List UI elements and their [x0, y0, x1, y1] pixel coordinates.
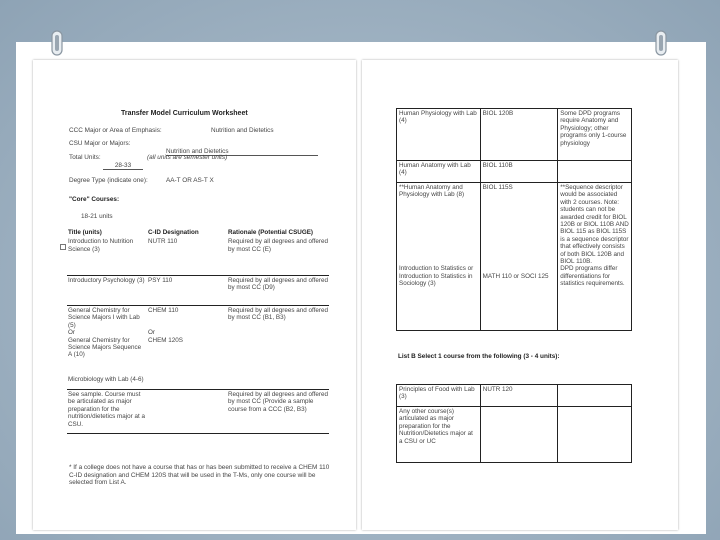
table-cell: Some DPD programs require Anatomy and Physiology; other programs only 1-course physiology [558, 109, 632, 161]
table-cell: NUTR 110 [147, 237, 227, 275]
table-row [397, 161, 632, 183]
core-courses-table [67, 228, 329, 434]
table-cell: Microbiology with Lab (4-6) [67, 375, 147, 389]
table-cell: Required by all degrees and offered by most CC (B1, B3) [228, 306, 329, 322]
total-units-label: Total Units: [69, 154, 101, 161]
table-row [67, 237, 329, 275]
table-cell: Introductory Psychology (3) [67, 275, 147, 305]
table-cell: Required by all degrees and offered by most CC (D9) [227, 275, 329, 305]
table-cell: Required by all degrees and offered by most CC (Provide a sample course from a CCC (B2, B3) [227, 389, 329, 433]
table-header-row [67, 228, 329, 237]
table-cell [558, 385, 632, 407]
table-cell [147, 375, 227, 389]
table-cell [147, 389, 227, 433]
table-cell: BIOL 120B [480, 109, 558, 161]
header-title: Title (units) [68, 229, 102, 236]
header-cid: C-ID Designation [148, 229, 199, 236]
table-cell: Required by all degrees and offered by most CC (E) [227, 237, 329, 275]
table-cell: NUTR 120 [480, 385, 558, 407]
core-units: 18-21 units [81, 213, 113, 220]
table-row [397, 183, 632, 331]
table-cell [480, 407, 558, 463]
csu-major-label: CSU Major or Majors: [69, 140, 131, 147]
right-pin-icon [650, 30, 672, 56]
list-b-heading: List B Select 1 course from the following (3 - 4 units): [398, 353, 560, 360]
ccc-major-label: CCC Major or Area of Emphasis: [69, 127, 162, 134]
table-cell: **Sequence descriptor would be associated with 2 courses. Note: students can not be awarded credit for BIOL 120B or BIOL 110B AND BIOL 115 as BIOL 115S is a sequence descriptor that effectively consists of both BIOL 120B and BIOL 110B. DPD programs differ differentiations for statistics requirements. [558, 183, 632, 331]
table-cell [558, 407, 632, 463]
table-cell: See sample. Course must be articulated as major preparation for the nutrition/dietetics major at a CSU. [67, 389, 147, 433]
table-cell: Any other course(s) articulated as major preparation for the Nutrition/Dietetics major at a CSU or UC [397, 407, 481, 463]
table-cell: Human Anatomy with Lab (4) [397, 161, 481, 183]
table-row [397, 109, 632, 161]
table-cell: Introduction to Nutrition Science (3) [67, 237, 147, 275]
table-row [67, 375, 329, 389]
table-row [397, 385, 632, 407]
total-units-note: (all units are semester units) [147, 154, 228, 161]
table-row [67, 389, 329, 433]
total-units-value-field [103, 154, 143, 170]
table-cell: CHEM 110 Or CHEM 120S [148, 306, 183, 344]
table-cell: General Chemistry for Science Majors I with Lab (5) Or General Chemistry for Science Majors Sequence A (10) [68, 306, 142, 359]
table-cell: PSY 110 [147, 275, 227, 305]
total-units-value: 28-33 [103, 162, 143, 171]
degree-type-label: Degree Type (indicate one): [69, 177, 148, 184]
table-cell: Human Physiology with Lab (4) [397, 109, 481, 161]
table-cell [558, 161, 632, 183]
table-cell [227, 375, 329, 389]
csu-major-value: Nutrition and Dietetics [166, 148, 318, 157]
header-rationale: Rationale (Potential CSUGE) [228, 229, 314, 236]
table-cell: BIOL 115S MATH 110 or SOCI 125 [480, 183, 558, 331]
table-cell: BIOL 110B [480, 161, 558, 183]
list-b-table [396, 384, 632, 463]
footnote: * If a college does not have a course that has or has been submitted to receive a CHEM 110 C-ID designation and CHEM 120S that will be used in the T-Ms, only one course will be selected from List A. [69, 464, 330, 487]
table-row [397, 407, 632, 463]
ccc-major-value: Nutrition and Dietetics [211, 127, 274, 134]
table-row [67, 275, 329, 305]
table-row [67, 305, 329, 375]
left-pin-icon [46, 30, 68, 56]
worksheet-page-right [362, 60, 678, 530]
table-cell: **Human Anatomy and Physiology with Lab (8) Introduction to Statistics or Introduction to Statistics in Sociology (3) [397, 183, 481, 331]
core-courses-heading: "Core" Courses: [69, 196, 120, 203]
degree-type-options: AA-T OR AS-T X [166, 177, 214, 184]
course-table-continued [396, 108, 632, 331]
worksheet-title: Transfer Model Curriculum Worksheet [121, 110, 248, 117]
worksheet-page-left [33, 60, 356, 530]
table-move-handle-icon[interactable] [60, 244, 66, 250]
table-cell: Principles of Food with Lab (3) [397, 385, 481, 407]
